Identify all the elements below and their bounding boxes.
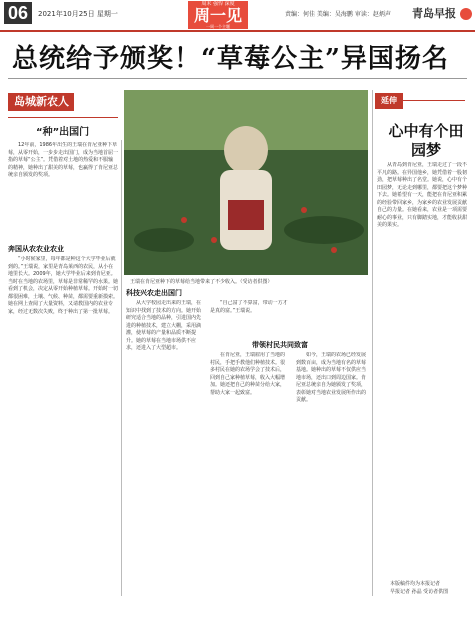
issue-date: 2021年10月25日 星期一: [38, 10, 118, 18]
article-photo: [124, 90, 368, 275]
body-column-4: [296, 352, 368, 596]
headline-divider: [8, 78, 467, 79]
body-column-2: [126, 300, 204, 596]
photo-caption: 王瑞在肯尼亚种下的草莓给当地带来了不少收入。（受访者供图）: [130, 279, 273, 285]
logo-icon: [460, 8, 472, 20]
badge-top-text: 周末 强悍 深度: [201, 1, 235, 7]
lead-text: 12年前，1986年出生的王瑞在肯尼亚种下草莓，从零开始，一步步走出国门，成为当地首屈一指的草莓“公主”。凭借着对土地的热爱和不服输的精神，她种出了甜美的草莓，也赢得了肯尼亚总统亲自颁发的奖项。: [8, 142, 118, 178]
subhead-c: 科技兴农走出国门: [126, 289, 182, 297]
body-text-2: 从大学校园走出来的王瑞，在知识中找到了技术的方向。她开始研究适合当地的品种，引进国内先进的种植技术，建立大棚，采用滴灌，使草莓的产量和品质不断提升。她的草莓在当地市场供不应求，还进入了大型超市。: [126, 300, 202, 351]
section-title: “种”出国门: [36, 127, 90, 138]
body-column-1: [8, 256, 118, 596]
sidebar-text: [377, 162, 467, 572]
page-number: 06: [4, 2, 32, 24]
brand-name: 青岛早报: [412, 7, 456, 20]
lead-paragraph: [8, 142, 118, 240]
newspaper-logo: [412, 5, 472, 21]
section-banner: 岛城新农人: [8, 93, 74, 111]
badge-title: 周一见: [193, 6, 242, 25]
sidebar-credit: 早报记者 孙晶 受访者供图: [390, 589, 449, 595]
body-text-4: 在肯尼亚，王瑞雇用了当地的村民，手把手教他们种植技术。很多村民在她的农场学会了技术后，回到自己家种植草莓，收入大幅增加。她还把自己的种苗分给大家，帮助大家一起致富。: [210, 352, 286, 396]
headline: 总统给予颁奖！“草莓公主”异国扬名: [12, 44, 449, 74]
badge-bottom-text: 一周一个主题: [206, 24, 230, 29]
body-column-3-top: [210, 300, 288, 340]
body-text-3: “自己富了不算富，带动一方才是真的富。”王瑞说。: [210, 300, 288, 314]
subhead-a: 奔国从农农业农业: [8, 245, 64, 253]
body-text-5: 如今，王瑞的农场已经发展到数百亩，成为当地有名的草莓基地。她种出的草莓不仅供应当地市场，还出口到周边国家。肯尼亚总统亲自为她颁发了奖项，表彰她对当地农业发展所作出的贡献。: [296, 352, 367, 403]
body-text-1: “小时候家里，每年都是种这个大学毕业后就到的。”王瑞说，家里是青岛莱西的农民，从小在地里长大。2009年，她大学毕业后来到肯尼亚。当时在当地的农场里，草莓是非常稀罕的水果。她看到了机会，决定从零开始种植草莓。开始时一切都很困难，土壤、气候、种苗，都需要重新摸索。她在网上查阅了大量资料，又请教国内的农业专家，经过无数次失败，终于种出了第一批草莓。: [8, 256, 118, 315]
column-badge: [188, 1, 248, 29]
sidebar-title: 心中有个田园梦: [388, 122, 464, 159]
body-column-3: [210, 352, 288, 596]
sidebar-tag: 延伸: [375, 93, 403, 109]
column-divider: [121, 140, 122, 596]
sidebar-footer: 本版稿件均为本报记者: [390, 581, 441, 587]
editor-credits: 责编：何佳 美编：吴海鹏 审读：赵炳声: [285, 11, 391, 18]
sidebar-body: 从青岛到肯尼亚，王瑞走过了一段不平凡的路。在异国他乡，她凭借着一股韧劲，把草莓种出了名堂。她说，心中有个田园梦，无论走到哪里，都要把这个梦种下去。她希望有一天，能把在肯尼亚积累的经验带回家乡，为家乡的农业发展贡献自己的力量。在她看来，农业是一项需要耐心的事业，只有脚踏实地，才能收获甜美的果实。: [377, 162, 467, 228]
section-divider: [8, 117, 118, 118]
subhead-d: 带领村民共同致富: [252, 341, 308, 349]
sidebar-divider: [372, 90, 373, 596]
strawberry-field-image: [124, 90, 368, 275]
